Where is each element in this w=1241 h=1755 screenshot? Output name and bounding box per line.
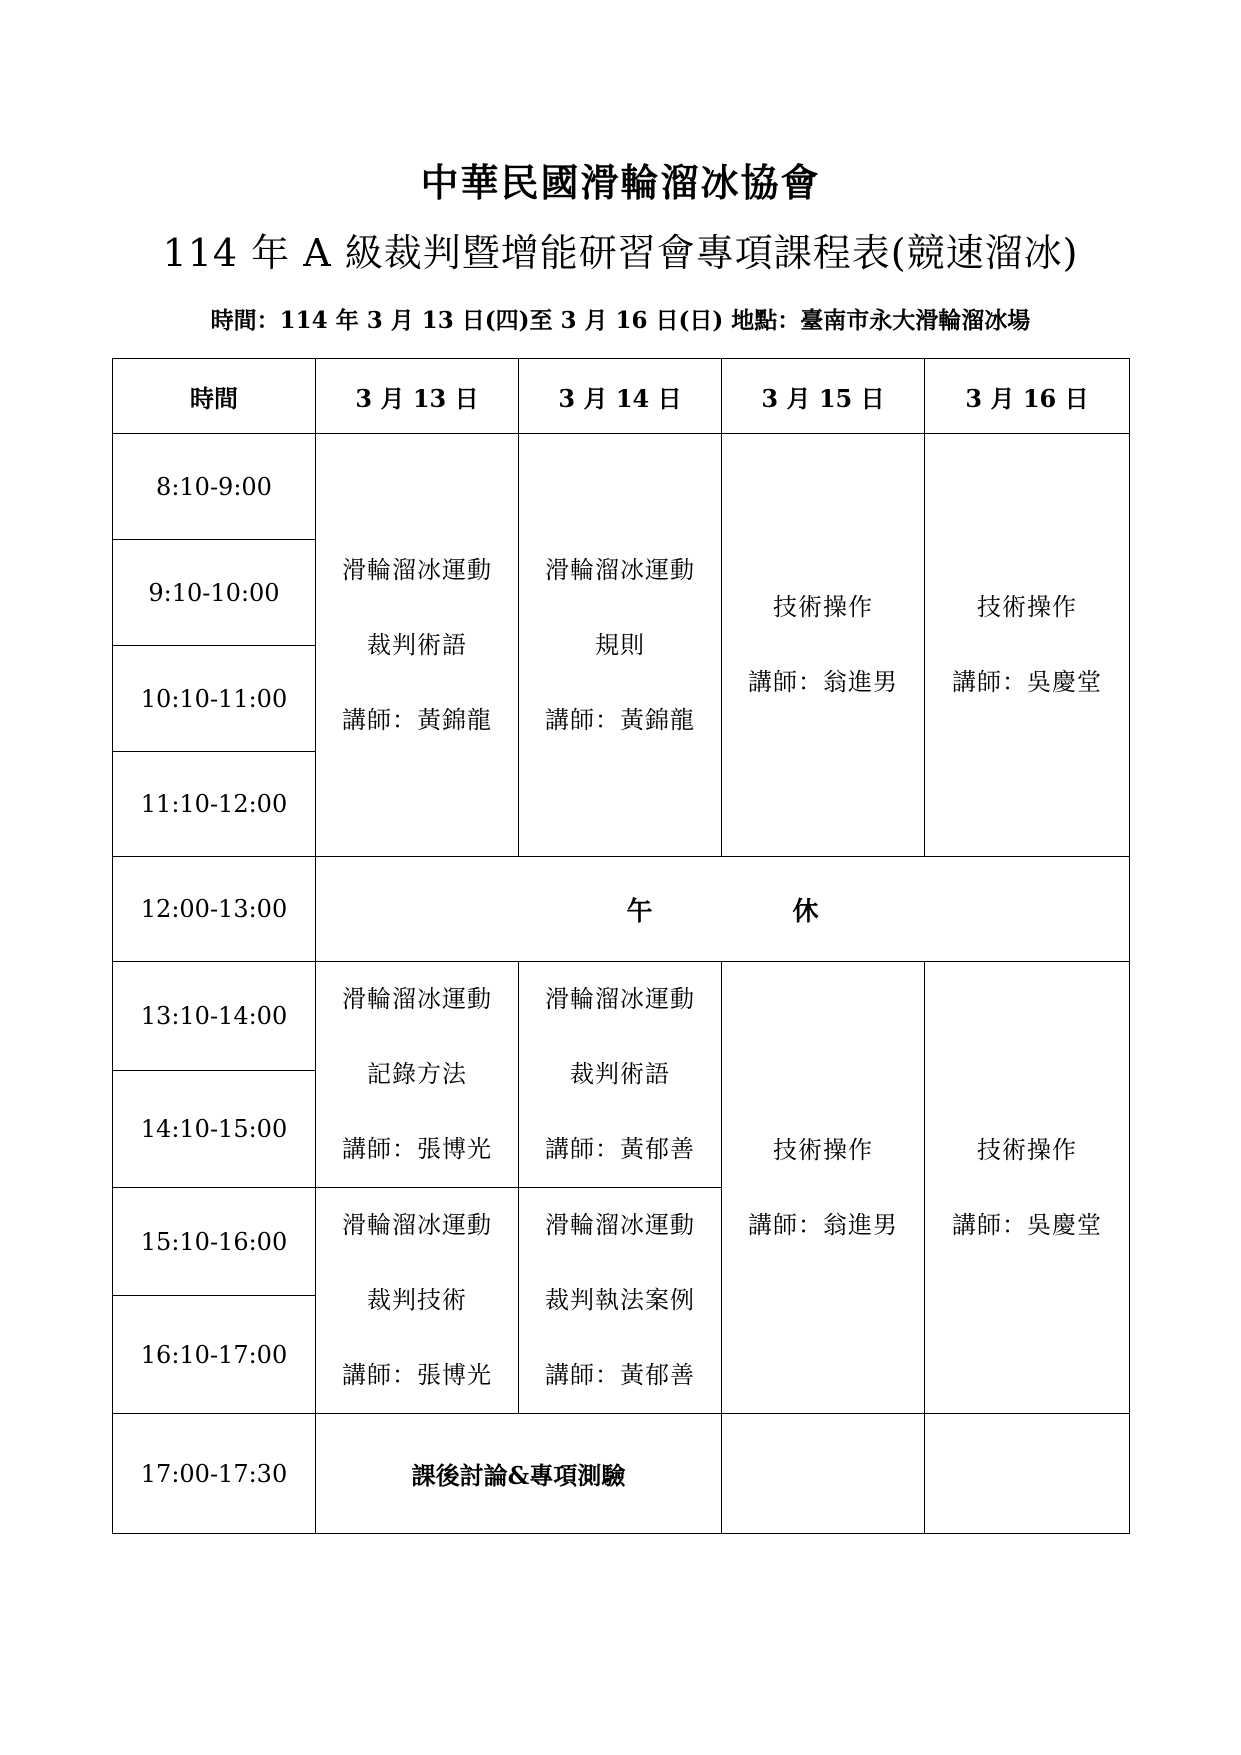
course-line: 技術操作: [773, 593, 873, 621]
time-slot: 10:10-11:00: [113, 646, 316, 752]
instructor-line: 講師：吳慶堂: [952, 668, 1102, 696]
header-day-16: 3 月 16 日: [925, 359, 1130, 434]
time-location-info: 時間：114 年 3 月 13 日(四)至 3 月 16 日(日) 地點：臺南市永大滑輪溜冰場: [210, 307, 1031, 334]
header-day-14: 3 月 14 日: [519, 359, 722, 434]
course-cell-16-afternoon: [925, 962, 1130, 1414]
time-slot: 17:00-17:30: [113, 1414, 316, 1534]
header-day-15: 3 月 15 日: [722, 359, 925, 434]
course-cell-13-morning: [316, 434, 519, 857]
instructor-line: 講師：黃錦龍: [545, 705, 695, 734]
lunch-char: 休: [792, 896, 819, 927]
time-slot: 14:10-15:00: [113, 1071, 316, 1188]
course-line: 滑輪溜冰運動: [545, 1211, 695, 1239]
course-line: 滑輪溜冰運動: [545, 985, 695, 1013]
course-cell-14-afternoon-1: [519, 962, 722, 1188]
course-cell-15-afternoon: [722, 962, 925, 1414]
course-line: 技術操作: [773, 1135, 873, 1164]
course-line: 記錄方法: [367, 1060, 467, 1088]
course-cell-13-afternoon-1: [316, 962, 519, 1188]
header-day-13: 3 月 13 日: [316, 359, 519, 434]
course-line: 技術操作: [977, 1135, 1077, 1164]
instructor-line: 講師：翁進男: [748, 668, 898, 696]
instructor-line: 講師：黃郁善: [545, 1135, 695, 1163]
closing-session-cell: 課後討論&專項測驗: [316, 1414, 722, 1534]
table-row: [113, 962, 1130, 1071]
instructor-line: 講師：吳慶堂: [952, 1210, 1102, 1239]
table-header-row: [113, 359, 1130, 434]
course-title: 114 年 A 級裁判暨增能研習會專項課程表(競速溜冰): [162, 231, 1079, 275]
course-line: 滑輪溜冰運動: [342, 1211, 492, 1239]
course-line: 裁判執法案例: [545, 1286, 695, 1314]
organization-title: 中華民國滑輪溜冰協會: [420, 160, 821, 205]
course-cell-14-afternoon-2: [519, 1188, 722, 1414]
time-slot: 15:10-16:00: [113, 1188, 316, 1296]
time-slot: 11:10-12:00: [113, 752, 316, 857]
instructor-line: 講師：黃錦龍: [342, 705, 492, 734]
course-line: 技術操作: [977, 593, 1077, 621]
course-cell-14-morning: [519, 434, 722, 857]
lunch-char: 午: [626, 896, 653, 927]
course-line: 裁判術語: [570, 1060, 670, 1088]
time-slot: 9:10-10:00: [113, 540, 316, 646]
table-row: [113, 857, 1130, 962]
table-row: [113, 434, 1130, 540]
lunch-break-cell: [316, 857, 1130, 962]
instructor-line: 講師：翁進男: [748, 1210, 898, 1239]
course-line: 裁判術語: [367, 630, 467, 659]
course-line: 規則: [595, 630, 645, 659]
time-slot: 16:10-17:00: [113, 1296, 316, 1414]
course-line: 滑輪溜冰運動: [342, 985, 492, 1013]
empty-cell: [925, 1414, 1130, 1534]
time-slot: 12:00-13:00: [113, 857, 316, 962]
course-line: 滑輪溜冰運動: [342, 555, 492, 584]
course-line: 裁判技術: [367, 1286, 467, 1314]
time-slot: 13:10-14:00: [113, 962, 316, 1071]
schedule-table: [112, 358, 1130, 1534]
table-row: [113, 1414, 1130, 1534]
empty-cell: [722, 1414, 925, 1534]
course-cell-13-afternoon-2: [316, 1188, 519, 1414]
instructor-line: 講師：張博光: [342, 1135, 492, 1163]
course-cell-16-morning: [925, 434, 1130, 857]
time-slot: 8:10-9:00: [113, 434, 316, 540]
instructor-line: 講師：黃郁善: [545, 1361, 695, 1389]
header-time: 時間: [113, 359, 316, 434]
course-line: 滑輪溜冰運動: [545, 555, 695, 584]
instructor-line: 講師：張博光: [342, 1361, 492, 1389]
course-cell-15-morning: [722, 434, 925, 857]
